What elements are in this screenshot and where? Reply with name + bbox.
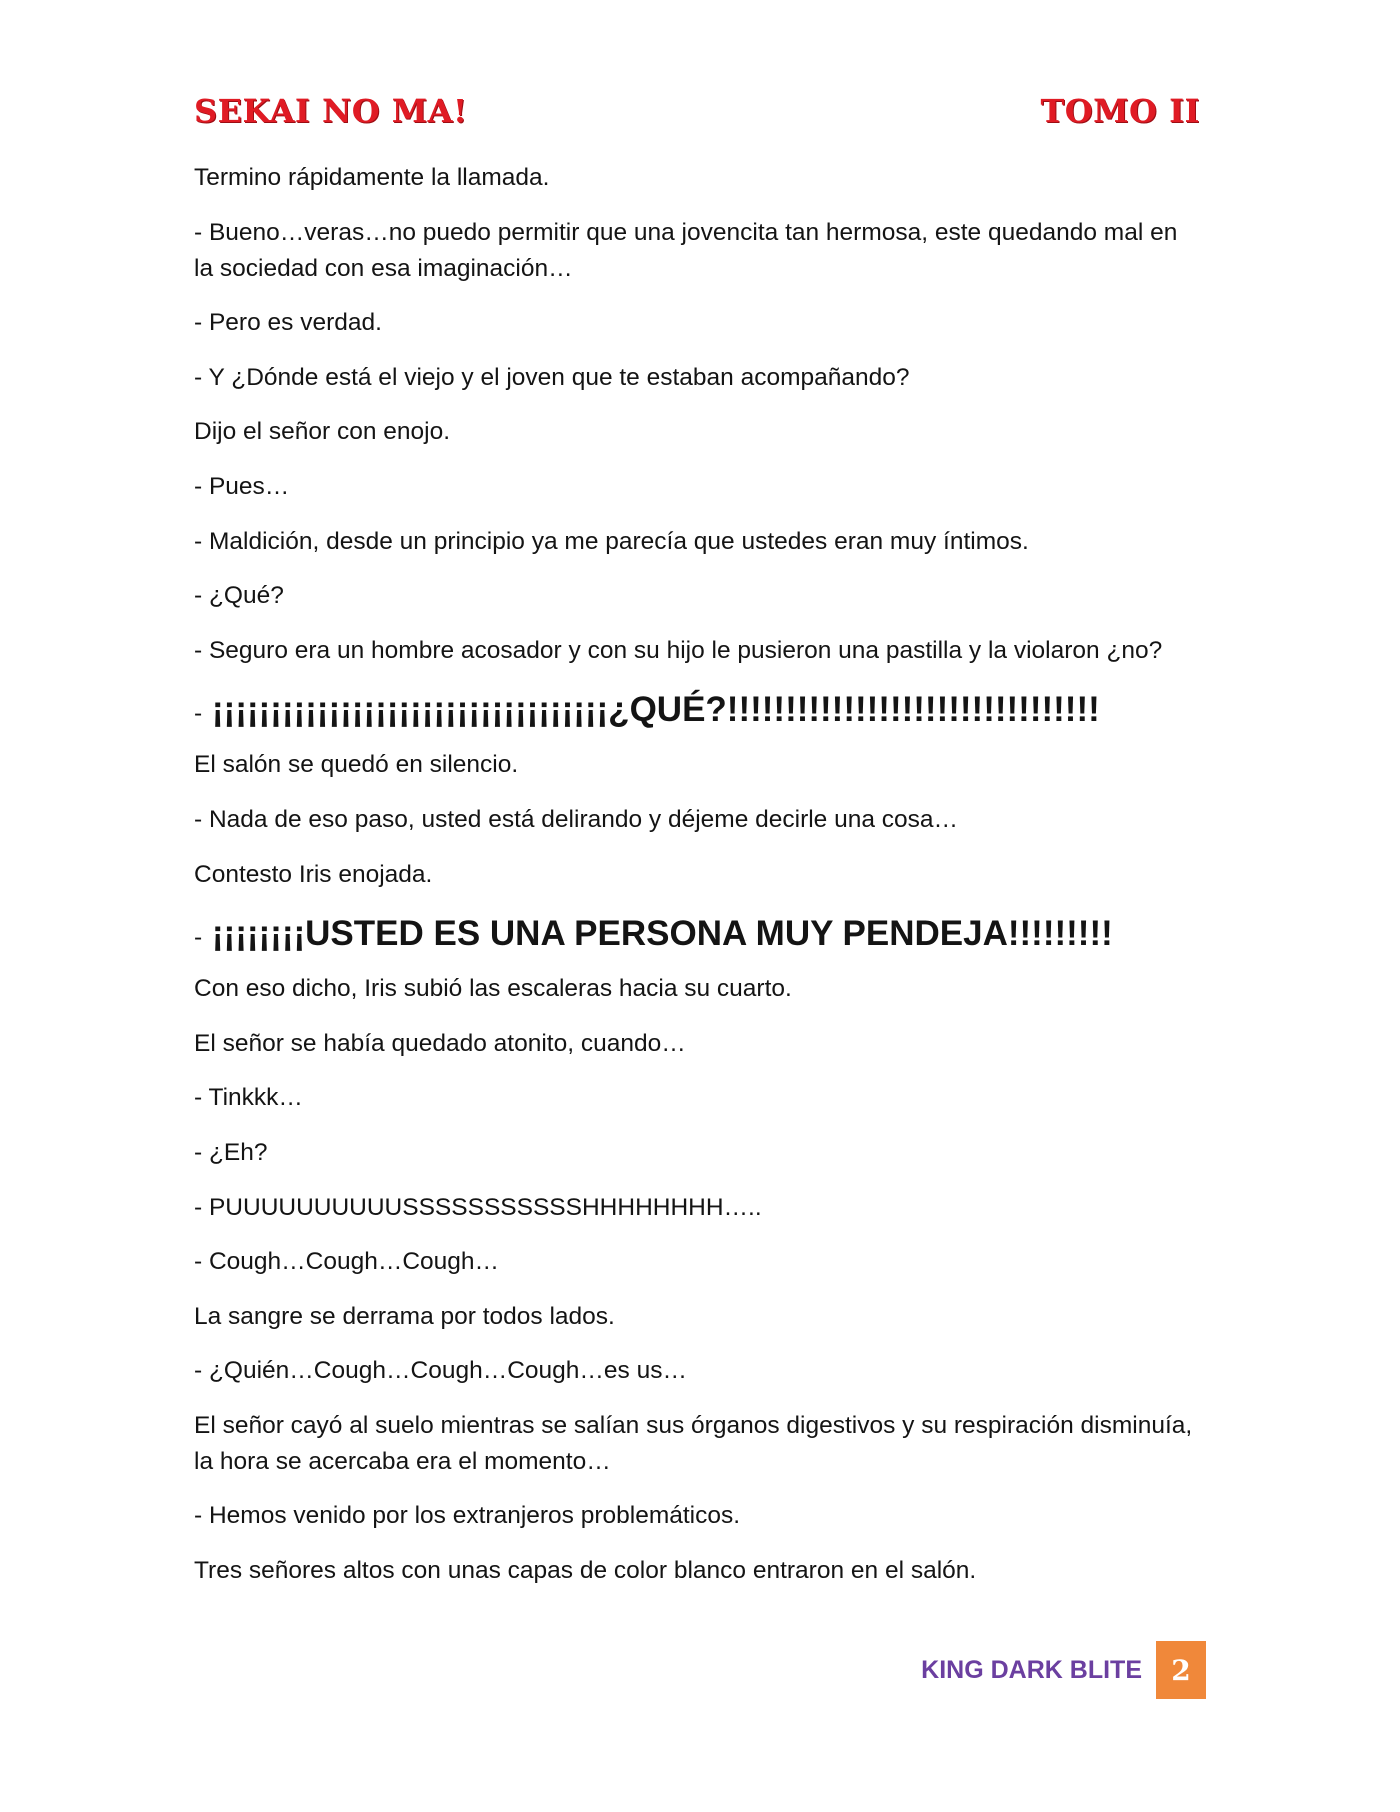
paragraph: - Cough…Cough…Cough… — [194, 1248, 500, 1276]
paragraph: - Y ¿Dónde está el viejo y el joven que te estaban acompañando? — [194, 363, 910, 391]
shout-text: ¡¡¡¡¡¡¡¡¡¡¡¡¡¡¡¡¡¡¡¡¡¡¡¡¡¡¡¡¡¡¡¡¡¡¿QUÉ?!!!!!!!!!!!!!!!!!!!!!!!!!!!!!!!! — [211, 690, 1100, 730]
body-text — [194, 160, 1200, 1608]
paragraph: - Pero es verdad. — [194, 309, 382, 337]
paragraph: El salón se quedó en silencio. — [194, 751, 519, 779]
paragraph: - Pues… — [194, 472, 290, 500]
volume-label: TOMO II — [1040, 92, 1200, 130]
book-title: SEKAI NO MA! — [194, 92, 468, 130]
paragraph: - Tinkkk… — [194, 1084, 303, 1112]
paragraph: Termino rápidamente la llamada. — [194, 164, 550, 191]
shout-text: ¡¡¡¡¡¡¡¡USTED ES UNA PERSONA MUY PENDEJA!!!!!!!!! — [211, 914, 1113, 954]
paragraph: - ¿Qué? — [194, 582, 284, 610]
paragraph: - Nada de eso paso, usted está delirando y déjeme decirle una cosa… — [194, 805, 959, 833]
paragraph: - Hemos venido por los extranjeros problemáticos. — [194, 1502, 741, 1530]
paragraph: Tres señores altos con unas capas de color blanco entraron en el salón. — [194, 1557, 977, 1585]
shout-dash: - — [194, 924, 203, 952]
page-footer — [921, 1641, 1206, 1699]
page-header — [194, 88, 1200, 134]
paragraph: - Maldición, desde un principio ya me parecía que ustedes eran muy íntimos. — [194, 527, 1029, 555]
paragraph: - ¿Quién…Cough…Cough…Cough…es us… — [194, 1357, 687, 1385]
paragraph: - PUUUUUUUUUUSSSSSSSSSSSHHHHHHHH….. — [194, 1193, 762, 1221]
paragraph: La sangre se derrama por todos lados. — [194, 1302, 615, 1330]
author-name: KING DARK BLITE — [921, 1655, 1142, 1684]
paragraph: Contesto Iris enojada. — [194, 860, 433, 888]
paragraph: El señor cayó al suelo mientras se salían sus órganos digestivos y su respiración disminuía, la hora se acercaba era el momento… — [194, 1411, 1193, 1475]
shout-line — [194, 687, 1200, 733]
paragraph: - Seguro era un hombre acosador y con su hijo le pusieron una pastilla y la violaron ¿no? — [194, 636, 1163, 664]
shout-dash: - — [194, 700, 203, 728]
paragraph: - ¿Eh? — [194, 1138, 268, 1166]
paragraph: Dijo el señor con enojo. — [194, 418, 451, 446]
page-number-badge: 2 — [1156, 1641, 1206, 1699]
shout-line — [194, 911, 1200, 957]
paragraph: Con eso dicho, Iris subió las escaleras hacia su cuarto. — [194, 975, 792, 1003]
paragraph: El señor se había quedado atonito, cuando… — [194, 1029, 686, 1057]
paragraph: - Bueno…veras…no puedo permitir que una jovencita tan hermosa, este quedando mal en la sociedad con esa imaginación… — [194, 218, 1178, 282]
